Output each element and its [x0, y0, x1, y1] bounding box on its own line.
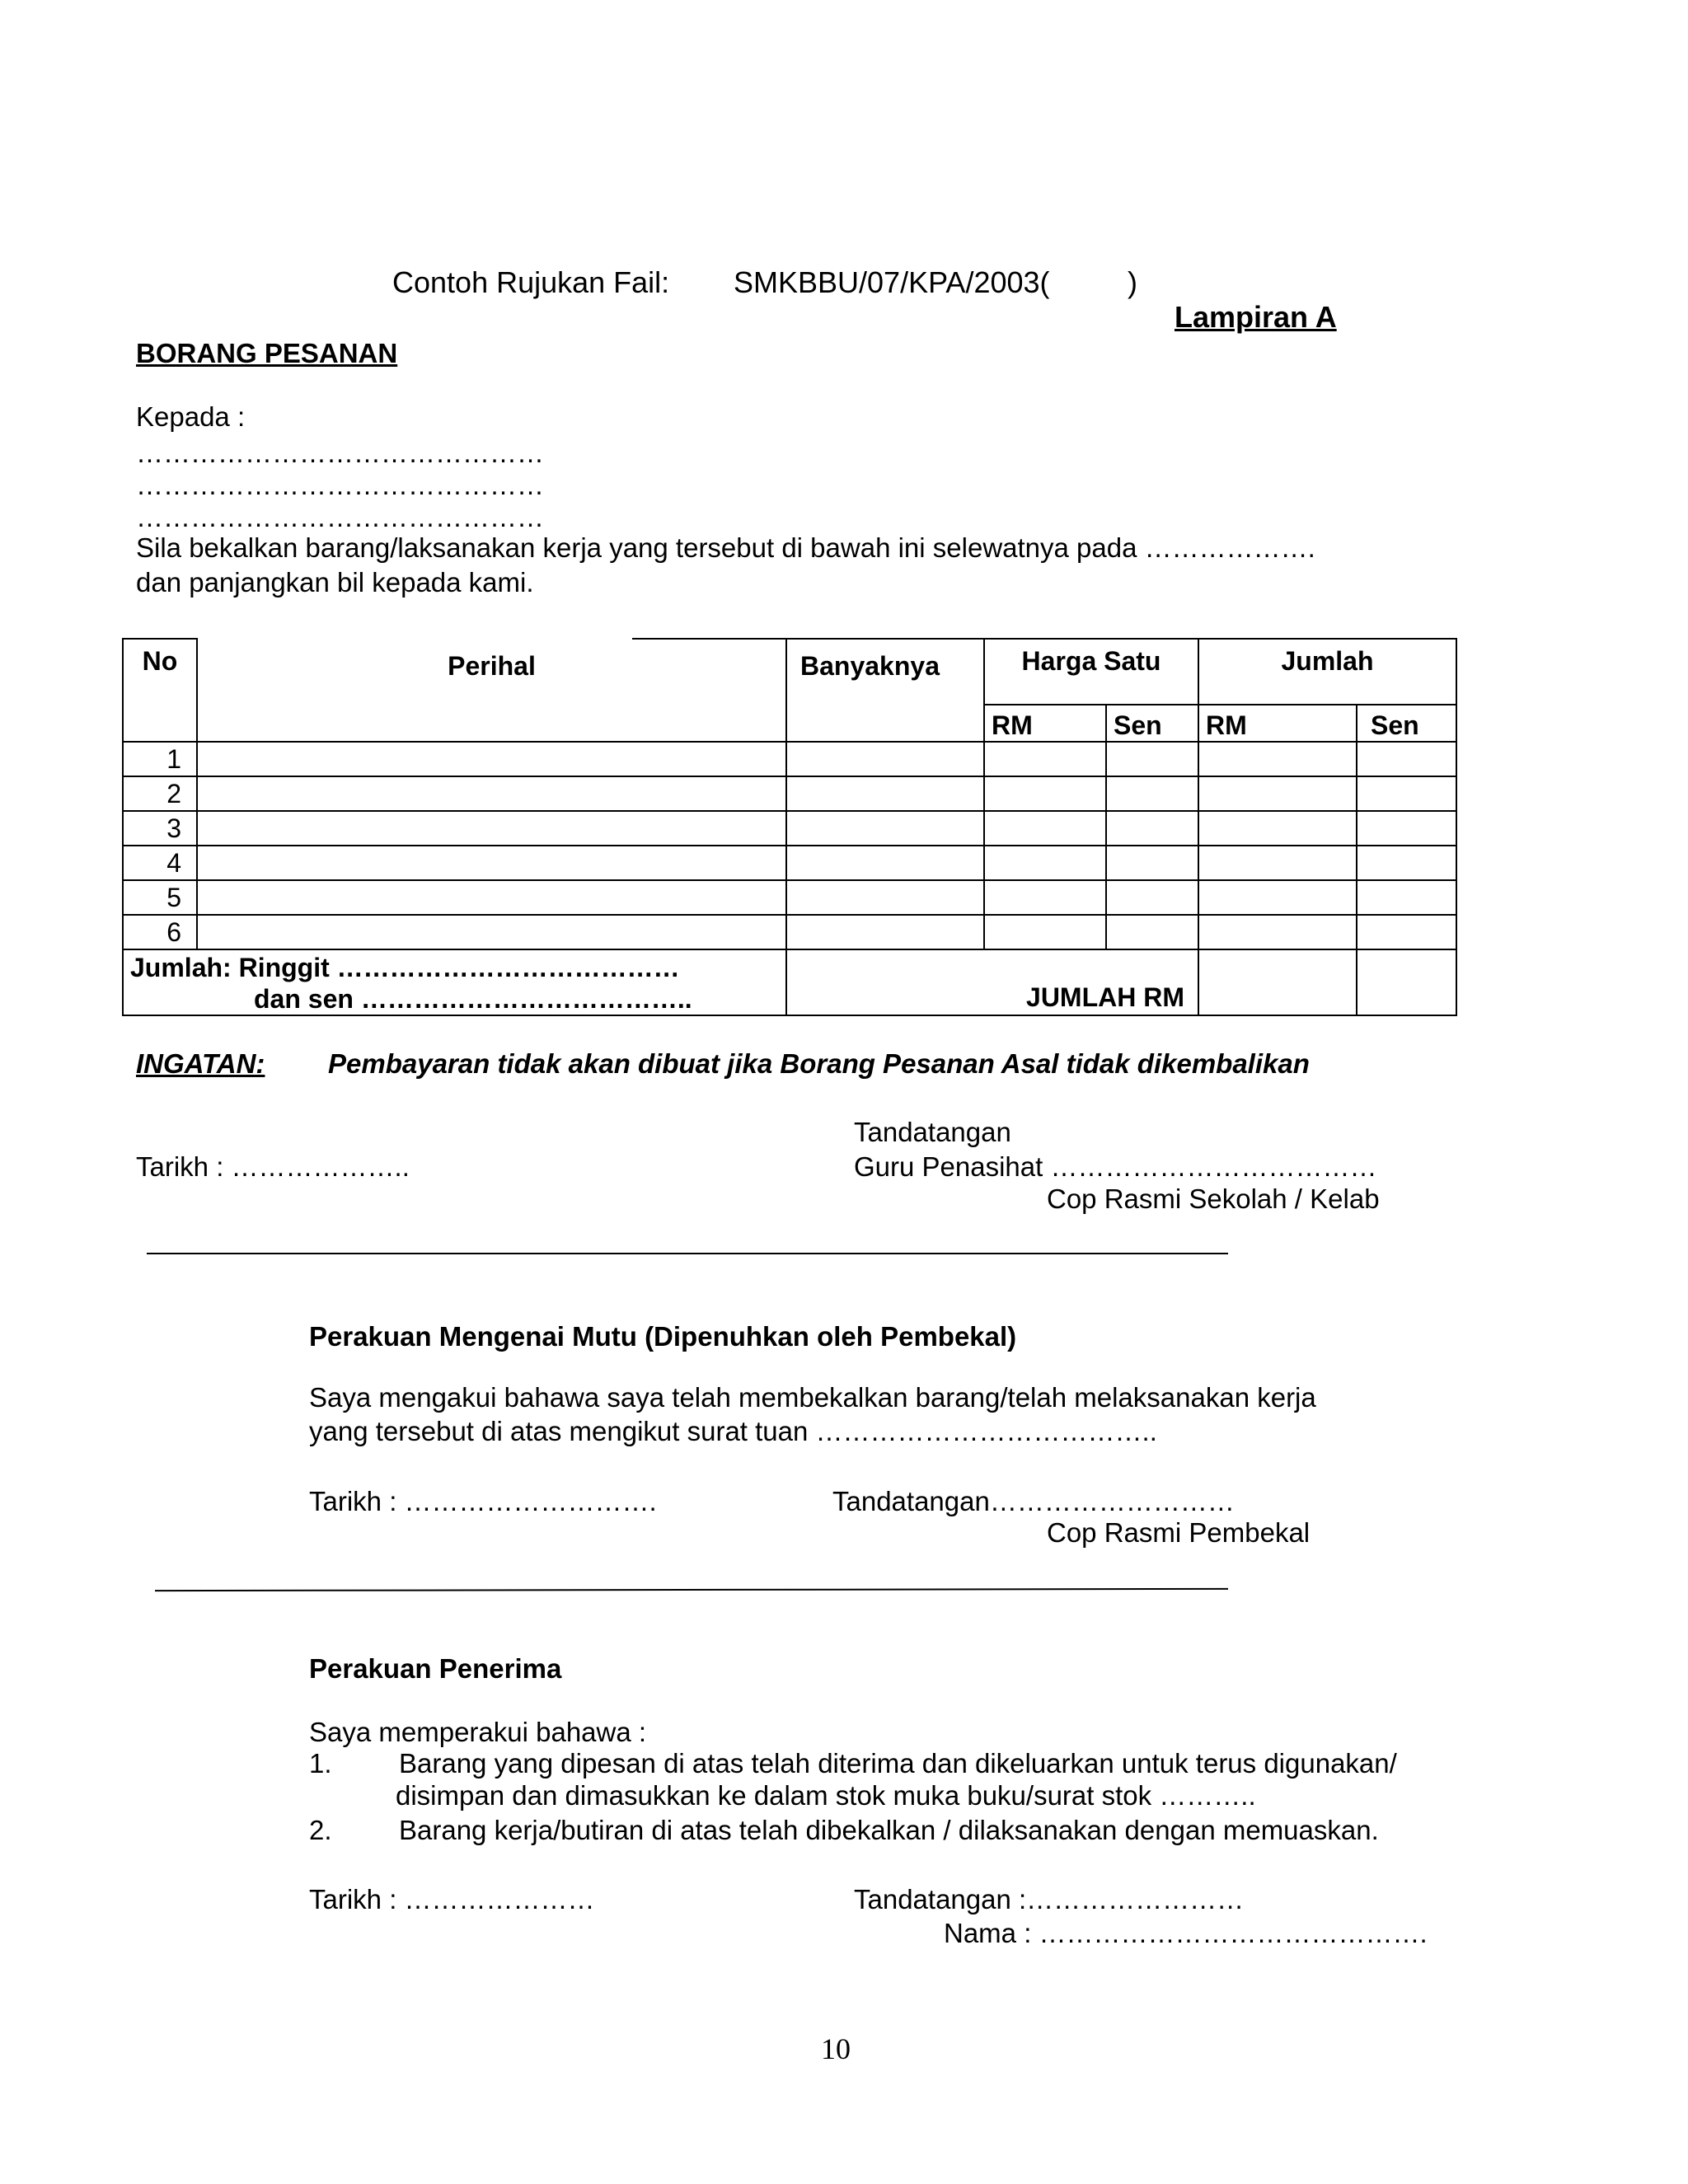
item-cell[interactable]: [197, 811, 786, 846]
signature-label: Tandatangan: [854, 1117, 1011, 1147]
quantity-cell[interactable]: [786, 846, 984, 880]
grand-total-rm-cell[interactable]: [1198, 949, 1357, 1015]
item-cell[interactable]: [197, 915, 786, 949]
table-row: [123, 742, 1456, 776]
header-unit-price: Harga Satu: [984, 639, 1198, 705]
addressee-label: Kepada :: [136, 401, 246, 432]
unit-sen-cell[interactable]: [1106, 811, 1198, 846]
header-quantity: Banyaknya: [786, 639, 984, 742]
item-cell[interactable]: [197, 846, 786, 880]
total-rm-cell[interactable]: [1198, 742, 1357, 776]
header-total: Jumlah: [1198, 639, 1456, 705]
addressee-line: ………………………………………: [136, 438, 544, 468]
total-in-words: [123, 949, 786, 1015]
header-total-rm: RM: [1198, 705, 1357, 742]
order-table: [122, 638, 1457, 1016]
header-no: No: [123, 639, 197, 742]
school-stamp-label: Cop Rasmi Sekolah / Kelab: [1047, 1183, 1380, 1214]
receiver-cert-title: Perakuan Penerima: [309, 1653, 562, 1684]
unit-rm-cell[interactable]: [984, 742, 1106, 776]
table-row: [123, 880, 1456, 915]
receiver-cert-intro: Saya memperakui bahawa :: [309, 1717, 647, 1747]
receiver-name-field: Nama : …………………………………….: [944, 1918, 1428, 1948]
list-item-number: 1.: [309, 1748, 332, 1779]
instruction-line: dan panjangkan bil kepada kami.: [136, 567, 534, 598]
instruction-line: Sila bekalkan barang/laksanakan kerja yang tersebut di bawah ini selewatnya pada ……………….: [136, 532, 1315, 563]
advisor-signature-field: Guru Penasihat ………………………………: [854, 1151, 1377, 1182]
total-rm-cell[interactable]: [1198, 880, 1357, 915]
header-unit-price-rm: RM: [984, 705, 1106, 742]
list-item: Barang kerja/butiran di atas telah dibekalkan / dilaksanakan dengan memuaskan.: [399, 1815, 1379, 1845]
quality-cert-text: yang tersebut di atas mengikut surat tuan ………………………………..: [309, 1416, 1157, 1446]
addressee-line: ………………………………………: [136, 470, 544, 500]
table-top-gap: [198, 635, 635, 641]
item-cell[interactable]: [197, 880, 786, 915]
table-row: [123, 846, 1456, 880]
total-words-ringgit: Jumlah: Ringgit …………………………………: [130, 953, 680, 982]
unit-rm-cell[interactable]: [984, 880, 1106, 915]
row-number: 4: [123, 846, 197, 880]
total-sen-cell[interactable]: [1357, 776, 1456, 811]
unit-rm-cell[interactable]: [984, 776, 1106, 811]
file-reference-close: ): [1128, 265, 1137, 299]
row-number: 2: [123, 776, 197, 811]
total-row: [123, 949, 1456, 1015]
total-words-sen: dan sen ………………………………..: [254, 984, 692, 1014]
quantity-cell[interactable]: [786, 880, 984, 915]
unit-sen-cell[interactable]: [1106, 776, 1198, 811]
quantity-cell[interactable]: [786, 915, 984, 949]
form-title: BORANG PESANAN: [136, 338, 398, 368]
quantity-cell[interactable]: [786, 811, 984, 846]
list-item-number: 2.: [309, 1815, 332, 1845]
supplier-date-field: Tarikh : ……………………….: [309, 1486, 657, 1516]
item-cell[interactable]: [197, 776, 786, 811]
total-rm-cell[interactable]: [1198, 915, 1357, 949]
table-top-edge: [632, 638, 635, 640]
total-sen-cell[interactable]: [1357, 915, 1456, 949]
total-sen-cell[interactable]: [1357, 846, 1456, 880]
total-sen-cell[interactable]: [1357, 742, 1456, 776]
header-total-sen: Sen: [1357, 705, 1456, 742]
grand-total-sen-cell[interactable]: [1357, 949, 1456, 1015]
unit-rm-cell[interactable]: [984, 846, 1106, 880]
page-number: 10: [821, 2032, 851, 2065]
total-sen-cell[interactable]: [1357, 811, 1456, 846]
total-sen-cell[interactable]: [1357, 880, 1456, 915]
total-rm-label: JUMLAH RM: [786, 949, 1198, 1015]
total-rm-cell[interactable]: [1198, 811, 1357, 846]
unit-sen-cell[interactable]: [1106, 880, 1198, 915]
attachment-label: Lampiran A: [1175, 300, 1337, 334]
unit-rm-cell[interactable]: [984, 811, 1106, 846]
header-item: Perihal: [197, 639, 786, 742]
unit-rm-cell[interactable]: [984, 915, 1106, 949]
reminder-label: INGATAN:: [136, 1048, 265, 1079]
total-rm-cell[interactable]: [1198, 776, 1357, 811]
row-number: 5: [123, 880, 197, 915]
list-item: disimpan dan dimasukkan ke dalam stok muka buku/surat stok ………..: [396, 1780, 1256, 1811]
quantity-cell[interactable]: [786, 742, 984, 776]
header-unit-price-sen: Sen: [1106, 705, 1198, 742]
file-reference-code: SMKBBU/07/KPA/2003(: [734, 265, 1050, 299]
list-item: Barang yang dipesan di atas telah diterima dan dikeluarkan untuk terus digunakan/: [399, 1748, 1397, 1779]
divider: [155, 1588, 1228, 1591]
unit-sen-cell[interactable]: [1106, 915, 1198, 949]
table-row: [123, 811, 1456, 846]
date-field: Tarikh : ………………..: [136, 1151, 410, 1182]
row-number: 3: [123, 811, 197, 846]
addressee-line: ………………………………………: [136, 502, 544, 532]
unit-sen-cell[interactable]: [1106, 742, 1198, 776]
quantity-cell[interactable]: [786, 776, 984, 811]
item-cell[interactable]: [197, 742, 786, 776]
row-number: 1: [123, 742, 197, 776]
table-row: [123, 776, 1456, 811]
quality-cert-title: Perakuan Mengenai Mutu (Dipenuhkan oleh Pembekal): [309, 1321, 1017, 1352]
receiver-date-field: Tarikh : …………………: [309, 1884, 595, 1915]
reminder-text: Pembayaran tidak akan dibuat jika Borang Pesanan Asal tidak dikembalikan: [328, 1048, 1310, 1079]
total-rm-cell[interactable]: [1198, 846, 1357, 880]
unit-sen-cell[interactable]: [1106, 846, 1198, 880]
receiver-signature-field: Tandatangan :……………………: [854, 1884, 1245, 1915]
file-reference-label: Contoh Rujukan Fail:: [392, 265, 670, 299]
supplier-signature-field: Tandatangan………………………: [832, 1486, 1235, 1516]
supplier-stamp-label: Cop Rasmi Pembekal: [1047, 1517, 1311, 1548]
quality-cert-text: Saya mengakui bahawa saya telah membekalkan barang/telah melaksanakan kerja: [309, 1382, 1316, 1413]
table-row: [123, 915, 1456, 949]
divider: [147, 1253, 1228, 1254]
row-number: 6: [123, 915, 197, 949]
